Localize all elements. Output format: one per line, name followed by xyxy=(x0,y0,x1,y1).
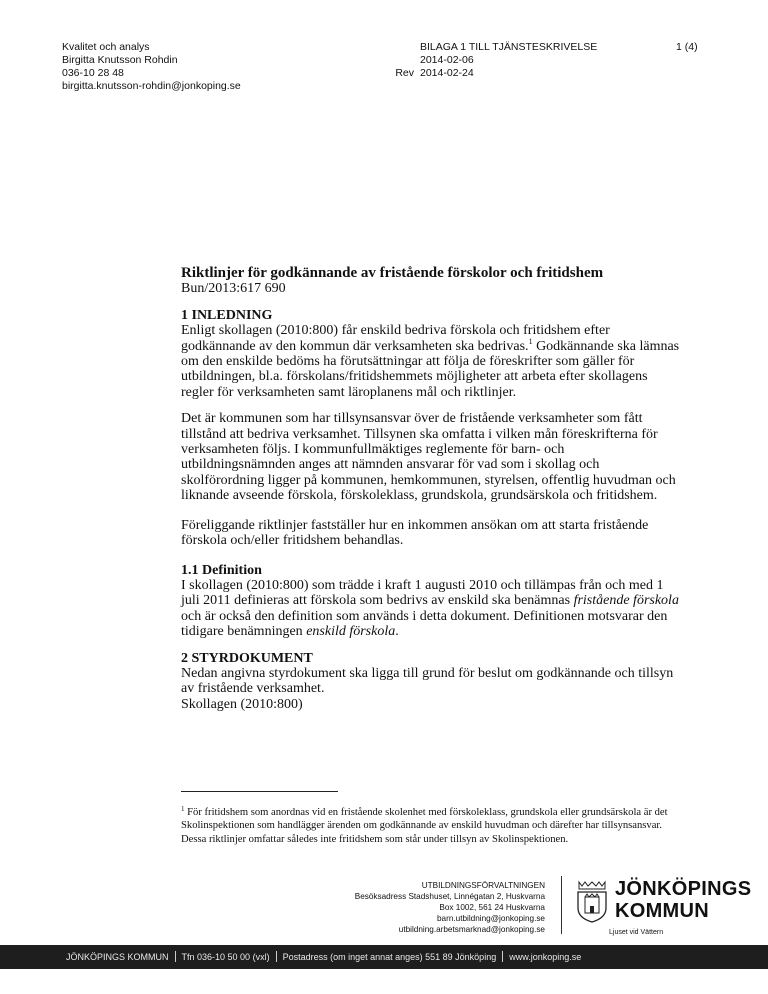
footnote-text: För fritidshem som anordnas vid en fristående skolenhet med förskoleklass, grundskola eller grundsärskola är det Skolinspektionen som handlägger ärenden om godkännande av enskild huvudman och därefter har tillsynsansvar. Dessa riktlinjer omfattar således inte fritidshem som står under tillsyn av Skolinspektionen. xyxy=(181,807,668,845)
section-1-1-heading: 1.1 Definition xyxy=(181,562,262,578)
section-2-paragraph: Nedan angivna styrdokument ska ligga till grund för beslut om godkännande och tillsyn av fristående verksamhet. xyxy=(181,665,674,697)
rev-label: Rev xyxy=(395,67,414,79)
footer-separator xyxy=(175,951,176,962)
section-1-paragraph-2: Det är kommunen som har tillsynsansvar över de fristående verksamheter som fått tillstånd att bedriva verksamhet. Tillsynen ska omfatta i vilken mån föreskrifterna för verksamheten följs. I kommunfullmäktiges reglemente för barn- och utbildningsnämnden anges att nämnden ansvarar för vad som i skollag och skolförordning ligger på kommunen, hemkommunen, styrelsen, offentlig huvudman och liknande avseende förskola, förskoleklass, grundskola, grundsärskola och fritidshem. xyxy=(181,411,676,504)
paragraph-text: I skollagen (2010:800) som trädde i kraft 1 augusti 2010 och tillämpas från och med 1 juli 2011 definieras att förskola som bedrivs av enskild ska benämnas xyxy=(181,577,664,609)
org-email-1: barn.utbildning@jonkoping.se xyxy=(436,914,545,923)
department: Kvalitet och analys xyxy=(62,41,150,53)
footer-phone: Tfn 036-10 50 00 (vxl) xyxy=(181,952,270,962)
footer-separator xyxy=(502,951,503,962)
author-name: Birgitta Knutsson Rohdin xyxy=(62,54,178,66)
postal-box: Box 1002, 561 24 Huskvarna xyxy=(439,903,545,912)
municipality-logo xyxy=(615,878,751,922)
document-meta xyxy=(384,41,597,80)
footer-org: JÖNKÖPINGS KOMMUN xyxy=(66,952,169,962)
paragraph-text: Enligt skollagen (2010:800) får enskild bedriva förskola och fritidshem efter godkännande av den kommun där verksamheten ska bedrivas. xyxy=(181,323,610,354)
footer-website-link[interactable]: www.jonkoping.se xyxy=(509,952,582,962)
sender-block xyxy=(62,41,241,93)
org-address-block xyxy=(355,880,545,935)
footer-bar xyxy=(0,945,768,969)
page-number: 1 (4) xyxy=(676,41,698,53)
paragraph-text: . xyxy=(395,624,399,640)
attachment-label: BILAGA 1 TILL TJÄNSTESKRIVELSE xyxy=(420,41,598,53)
municipal-crest-icon xyxy=(575,880,609,924)
emphasis-term: enskild förskola xyxy=(306,624,396,640)
paragraph-text: Godkännande ska lämnas om den enskilde bedöms ha förutsättningar att följa de föreskrifter som gäller för utbildningen, bl.a. förskolans/fritidshemmets möjligheter att arbeta efter skollagens regler för verksamheten samt läroplanens mål och riktlinjer. xyxy=(181,338,680,400)
footnote-number: 1 xyxy=(181,805,185,813)
styrdokument-item: Skollagen (2010:800) xyxy=(181,696,303,712)
section-2-heading: 2 STYRDOKUMENT xyxy=(181,650,313,666)
org-name: UTBILDNINGSFÖRVALTNINGEN xyxy=(421,881,545,890)
section-1-paragraph-1 xyxy=(181,323,681,400)
logo-line-1: JÖNKÖPINGS xyxy=(615,878,752,900)
author-email: birgitta.knutsson-rohdin@jonkoping.se xyxy=(62,80,241,92)
org-email-2: utbildning.arbetsmarknad@jonkoping.se xyxy=(398,925,545,934)
document-body xyxy=(181,266,681,712)
footer-separator xyxy=(276,951,277,962)
paragraph-text: och är också den definition som används i detta dokument. Definitionen motsvarar den tidigare benämningen xyxy=(181,608,668,640)
footer-postal-address: Postadress (om inget annat anges) 551 89 Jönköping xyxy=(282,952,497,962)
visit-address: Besöksadress Stadshuset, Linnégatan 2, Huskvarna xyxy=(354,892,545,901)
document-title: Riktlinjer för godkännande av fristående förskolor och fritidshem xyxy=(181,265,604,281)
section-1-1-paragraph xyxy=(181,578,681,640)
footnote xyxy=(181,806,681,846)
section-1-heading: 1 INLEDNING xyxy=(181,307,273,323)
footnote-ref[interactable]: 1 xyxy=(528,336,533,346)
logo-divider xyxy=(561,876,562,934)
logo-line-2: KOMMUN xyxy=(615,900,710,922)
logo-tagline: Ljuset vid Vättern xyxy=(609,929,664,936)
revision-date: 2014-02-24 xyxy=(420,67,474,79)
reference-number: Bun/2013:617 690 xyxy=(181,281,286,297)
footnote-divider xyxy=(181,791,338,792)
author-phone: 036-10 28 48 xyxy=(62,67,124,79)
section-1-paragraph-3: Föreliggande riktlinjer fastställer hur en inkommen ansökan om att starta fristående förskola och/eller fritidshem behandlas. xyxy=(181,517,649,549)
document-date: 2014-02-06 xyxy=(420,54,474,66)
emphasis-term: fristående förskola xyxy=(573,593,679,609)
